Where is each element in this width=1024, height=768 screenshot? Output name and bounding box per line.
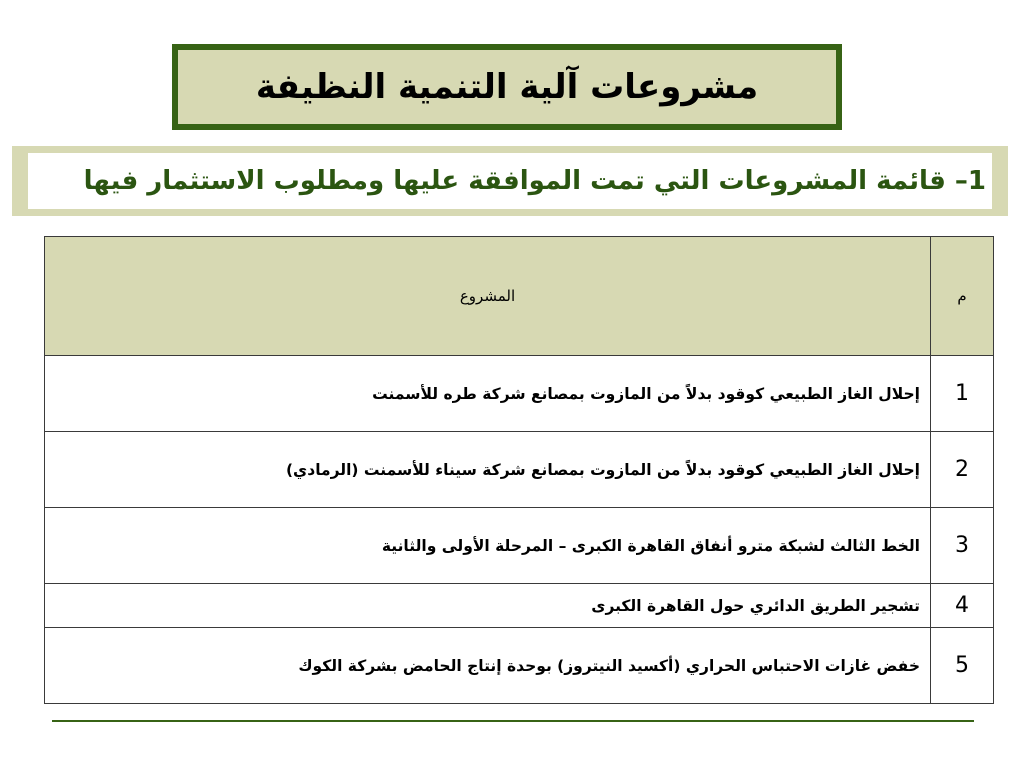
row-project: خفض غازات الاحتباس الحراري (أكسيد النيتروز) بوحدة إنتاج الحامض بشركة الكوك xyxy=(45,628,931,704)
title-frame xyxy=(172,44,842,130)
header-number: م xyxy=(931,237,994,356)
projects-table xyxy=(44,236,994,704)
table-row xyxy=(45,432,994,508)
table-row xyxy=(45,584,994,628)
table-row xyxy=(45,628,994,704)
row-number: 1 xyxy=(931,356,994,432)
page-title: مشروعات آلية التنمية النظيفة xyxy=(255,67,759,107)
header-project: المشروع xyxy=(45,237,931,356)
row-project: إحلال الغاز الطبيعي كوقود بدلاً من المازوت بمصانع شركة سيناء للأسمنت (الرمادي) xyxy=(45,432,931,508)
table-header-row xyxy=(45,237,994,356)
title-panel xyxy=(178,50,836,124)
row-project: إحلال الغاز الطبيعي كوقود بدلاً من المازوت بمصانع شركة طره للأسمنت xyxy=(45,356,931,432)
row-project: تشجير الطريق الدائري حول القاهرة الكبرى xyxy=(45,584,931,628)
table-row xyxy=(45,356,994,432)
row-number: 4 xyxy=(931,584,994,628)
table-row xyxy=(45,508,994,584)
row-number: 5 xyxy=(931,628,994,704)
subtitle-frame xyxy=(12,146,1008,216)
section-heading: 1– قائمة المشروعات التي تمت الموافقة عليها ومطلوب الاستثمار فيها xyxy=(83,166,986,196)
row-number: 2 xyxy=(931,432,994,508)
row-number: 3 xyxy=(931,508,994,584)
footer-divider xyxy=(52,720,974,722)
row-project: الخط الثالث لشبكة مترو أنفاق القاهرة الكبرى – المرحلة الأولى والثانية xyxy=(45,508,931,584)
subtitle-panel xyxy=(28,153,992,209)
